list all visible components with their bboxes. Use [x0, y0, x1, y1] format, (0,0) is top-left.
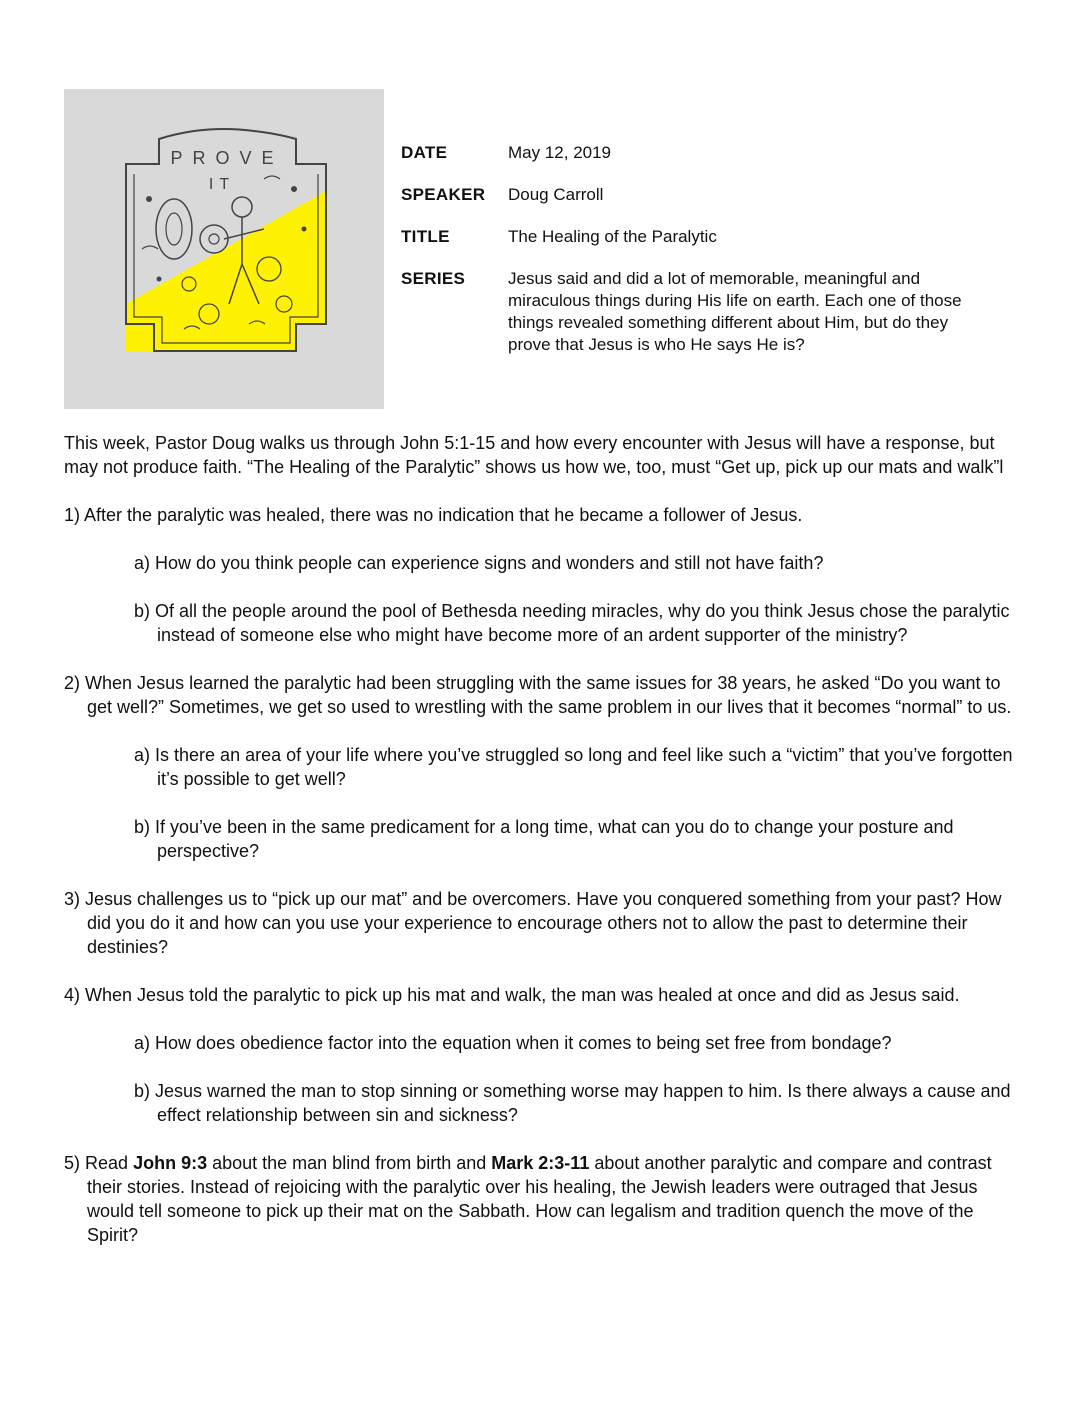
date-value: May 12, 2019 — [508, 143, 612, 162]
sub-letter: a) — [134, 553, 151, 573]
question-4b — [64, 1079, 1024, 1127]
question-1b — [64, 599, 1024, 647]
question-text-pre: Read — [85, 1153, 134, 1173]
question-1 — [64, 503, 1024, 527]
sub-text: Jesus warned the man to stop sinning or something worse may happen to him. Is there always a cause and effect relationship between sin and sickness? — [155, 1081, 1011, 1125]
question-text-mid: about the man blind from birth and — [207, 1153, 492, 1173]
logo-text-bottom: IT — [208, 176, 236, 193]
question-3 — [64, 887, 1024, 959]
title-label: TITLE — [401, 227, 450, 246]
sub-letter: b) — [134, 817, 151, 837]
sermon-meta — [401, 142, 1041, 376]
series-artwork — [64, 89, 384, 409]
title-row — [401, 226, 1041, 248]
scripture-reference-mark: Mark 2:3-11 — [491, 1153, 590, 1173]
sub-text: If you’ve been in the same predicament for a long time, what can you do to change your posture and perspective? — [155, 817, 954, 861]
question-1a — [64, 551, 1024, 575]
speaker-value: Doug Carroll — [508, 185, 604, 204]
question-text-post: about another paralytic and compare and contrast their stories. Instead of rejoicing with the paralytic over his healing, the Jewish leaders were outraged that Jesus would tell someone to pick up their mat on the Sabbath. How can legalism and tradition quench the move of the Spirit? — [87, 1153, 992, 1245]
question-number: 2) — [64, 673, 81, 693]
question-text: When Jesus learned the paralytic had been struggling with the same issues for 38 years, he asked “Do you want to get well?” Sometimes, we get so used to wrestling with the same problem in our lives that it becomes “normal” to us. — [85, 673, 1012, 717]
sub-letter: a) — [134, 1033, 151, 1053]
question-4 — [64, 983, 1024, 1007]
sub-text: How does obedience factor into the equation when it comes to being set free from bondage? — [155, 1033, 892, 1053]
title-value: The Healing of the Paralytic — [508, 227, 717, 246]
sub-text: How do you think people can experience signs and wonders and still not have faith? — [155, 553, 824, 573]
scripture-reference-john: John 9:3 — [133, 1153, 208, 1173]
series-label: SERIES — [401, 269, 466, 288]
question-number: 4) — [64, 985, 81, 1005]
discussion-questions — [64, 431, 1024, 1271]
speaker-row — [401, 184, 1041, 206]
date-label: DATE — [401, 143, 448, 162]
question-5 — [64, 1151, 1024, 1247]
question-number: 5) — [64, 1153, 81, 1173]
sub-letter: b) — [134, 601, 151, 621]
sub-text: Of all the people around the pool of Bethesda needing miracles, why do you think Jesus chose the paralytic instead of someone else who might have become more of an ardent supporter of the ministry? — [155, 601, 1010, 645]
series-row — [401, 268, 1041, 356]
sub-letter: b) — [134, 1081, 151, 1101]
question-2 — [64, 671, 1024, 719]
series-value: Jesus said and did a lot of memorable, meaningful and miraculous things during His life on earth. Each one of those things revealed something different about Him, but do they prove that Jesus is who He says He is? — [508, 269, 962, 354]
prove-it-logo-icon — [64, 89, 384, 409]
speaker-label: SPEAKER — [401, 185, 486, 204]
question-number: 1) — [64, 505, 81, 525]
logo-text-top: PROVE — [170, 148, 284, 168]
date-row — [401, 142, 1041, 164]
intro-paragraph: This week, Pastor Doug walks us through John 5:1-15 and how every encounter with Jesus will have a response, but may not produce faith. “The Healing of the Paralytic” shows us how we, too, must “Get up, pick up our mats and walk”l — [64, 433, 1004, 477]
question-4a — [64, 1031, 1024, 1055]
question-2a — [64, 743, 1024, 791]
question-text: When Jesus told the paralytic to pick up his mat and walk, the man was healed at once and did as Jesus said. — [85, 985, 960, 1005]
question-text: Jesus challenges us to “pick up our mat” and be overcomers. Have you conquered something from your past? How did you do it and how can you use your experience to encourage others not to allow the past to determine their destinies? — [85, 889, 1002, 957]
question-text: After the paralytic was healed, there was no indication that he became a follower of Jesus. — [84, 505, 803, 525]
question-number: 3) — [64, 889, 81, 909]
sub-text: Is there an area of your life where you’ve struggled so long and feel like such a “victim” that you’ve forgotten it’s possible to get well? — [155, 745, 1013, 789]
sub-letter: a) — [134, 745, 151, 765]
question-2b — [64, 815, 1024, 863]
